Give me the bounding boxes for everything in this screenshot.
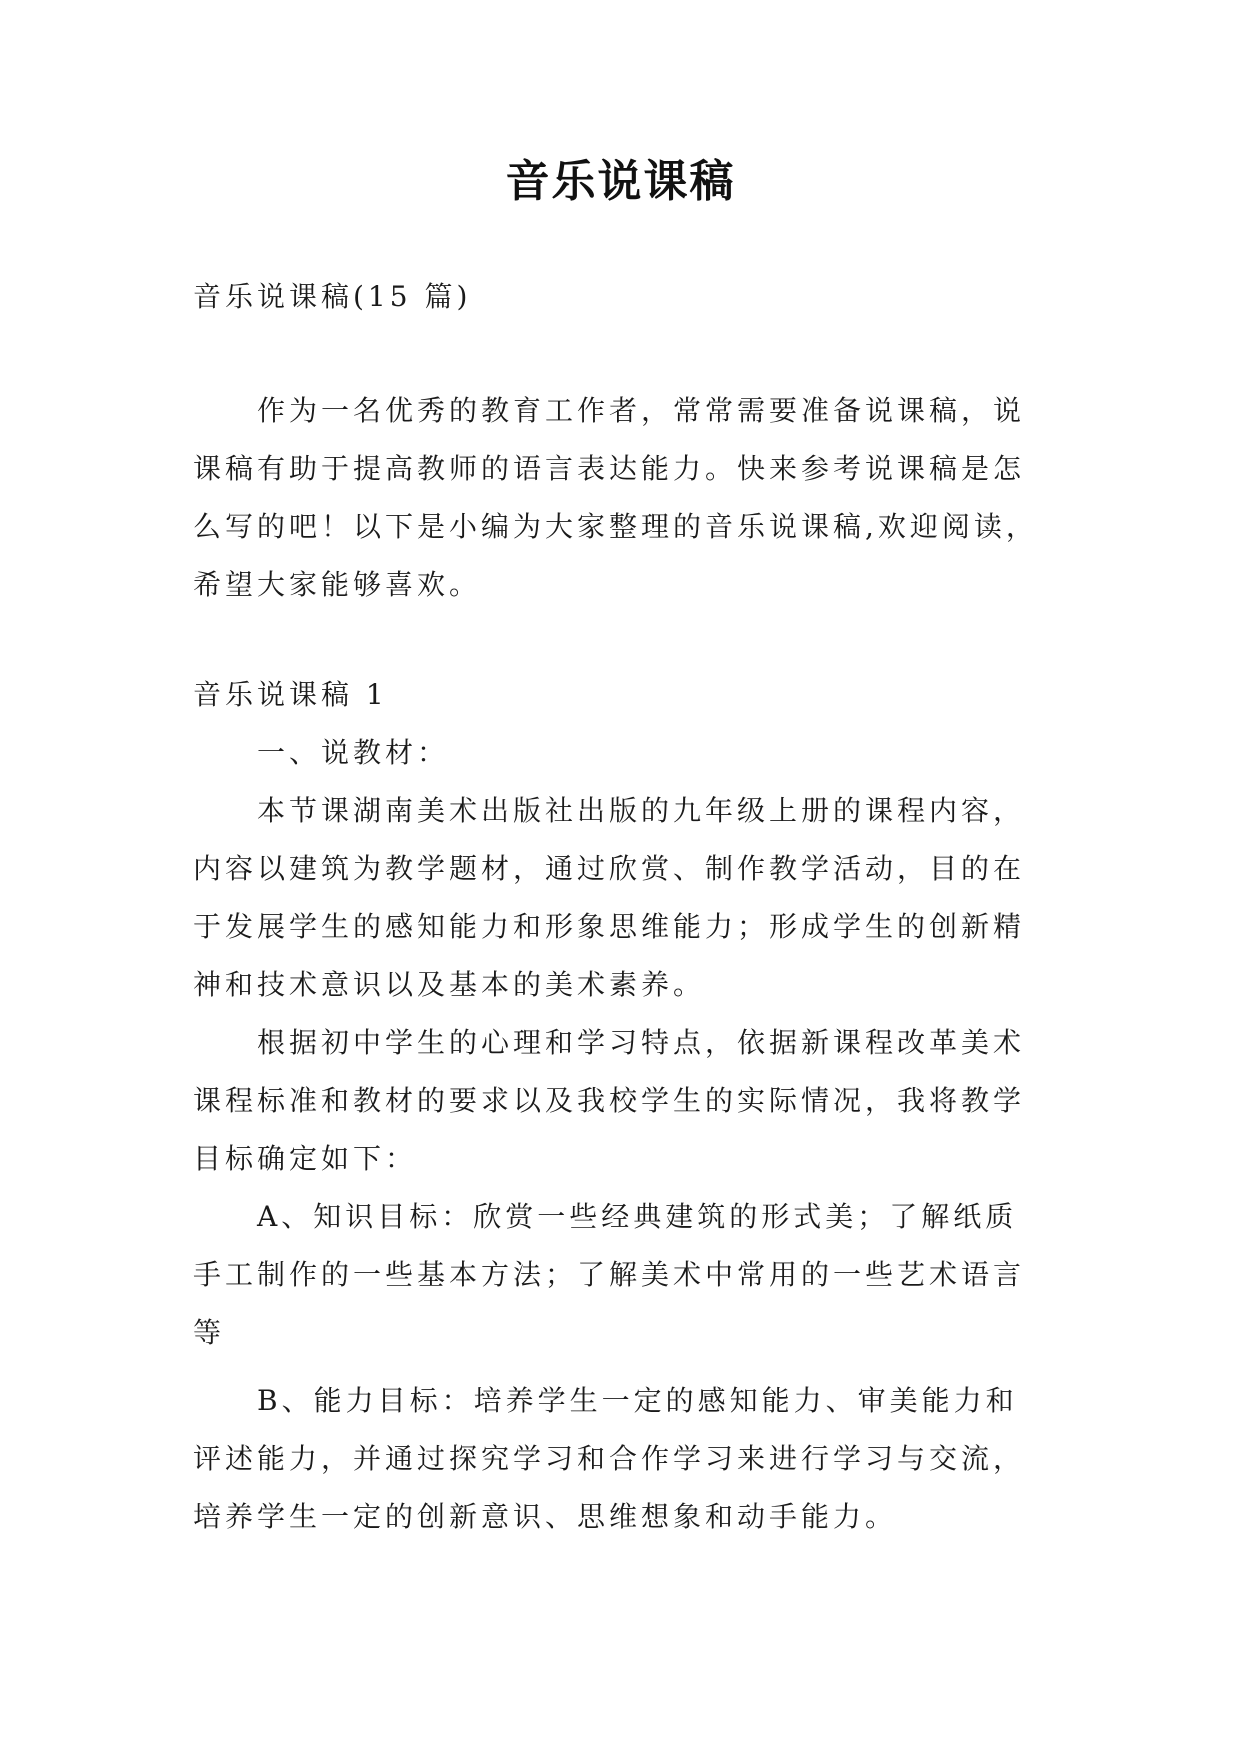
section-paragraph [193,782,1053,1014]
paragraph-line: 课稿有助于提高教师的语言表达能力。快来参考说课稿是怎 [193,452,1026,485]
paragraph-line: 么写的吧！以下是小编为大家整理的音乐说课稿,欢迎阅读， [193,510,1038,543]
paragraph-line: 手工制作的一些基本方法；了解美术中常用的一些艺术语言 [193,1258,1026,1291]
document-subtitle: 音乐说课稿(15 篇) [193,280,472,313]
paragraph-line: A、知识目标：欣赏一些经典建筑的形式美；了解纸质 [257,1200,1018,1233]
section-subheading: 一、说教材： [257,736,450,769]
section-heading: 音乐说课稿 1 [193,678,388,711]
paragraph-line: 根据初中学生的心理和学习特点，依据新课程改革美术 [257,1026,1026,1059]
paragraph-line: 评述能力，并通过探究学习和合作学习来进行学习与交流， [193,1442,1026,1475]
document-body [193,268,1053,1546]
section-paragraph [193,1372,1053,1546]
intro-paragraph [193,382,1053,614]
section-paragraph [193,1014,1053,1188]
paragraph-line: 作为一名优秀的教育工作者，常常需要准备说课稿，说 [257,394,1026,427]
paragraph-line: 于发展学生的感知能力和形象思维能力；形成学生的创新精 [193,910,1026,943]
section-paragraph [193,1188,1053,1362]
paragraph-line: 等 [193,1316,226,1349]
paragraph-line: 目标确定如下： [193,1142,418,1175]
paragraph-line: B、能力目标：培养学生一定的感知能力、审美能力和 [257,1384,1018,1417]
paragraph-line: 培养学生一定的创新意识、思维想象和动手能力。 [193,1500,898,1533]
paragraph-line: 课程标准和教材的要求以及我校学生的实际情况，我将教学 [193,1084,1026,1117]
paragraph-line: 希望大家能够喜欢。 [193,568,482,601]
paragraph-line: 本节课湖南美术出版社出版的九年级上册的课程内容， [257,794,1026,827]
paragraph-line: 内容以建筑为教学题材，通过欣赏、制作教学活动，目的在 [193,852,1026,885]
paragraph-line: 神和技术意识以及基本的美术素养。 [193,968,706,1001]
document-title: 音乐说课稿 [505,156,736,207]
